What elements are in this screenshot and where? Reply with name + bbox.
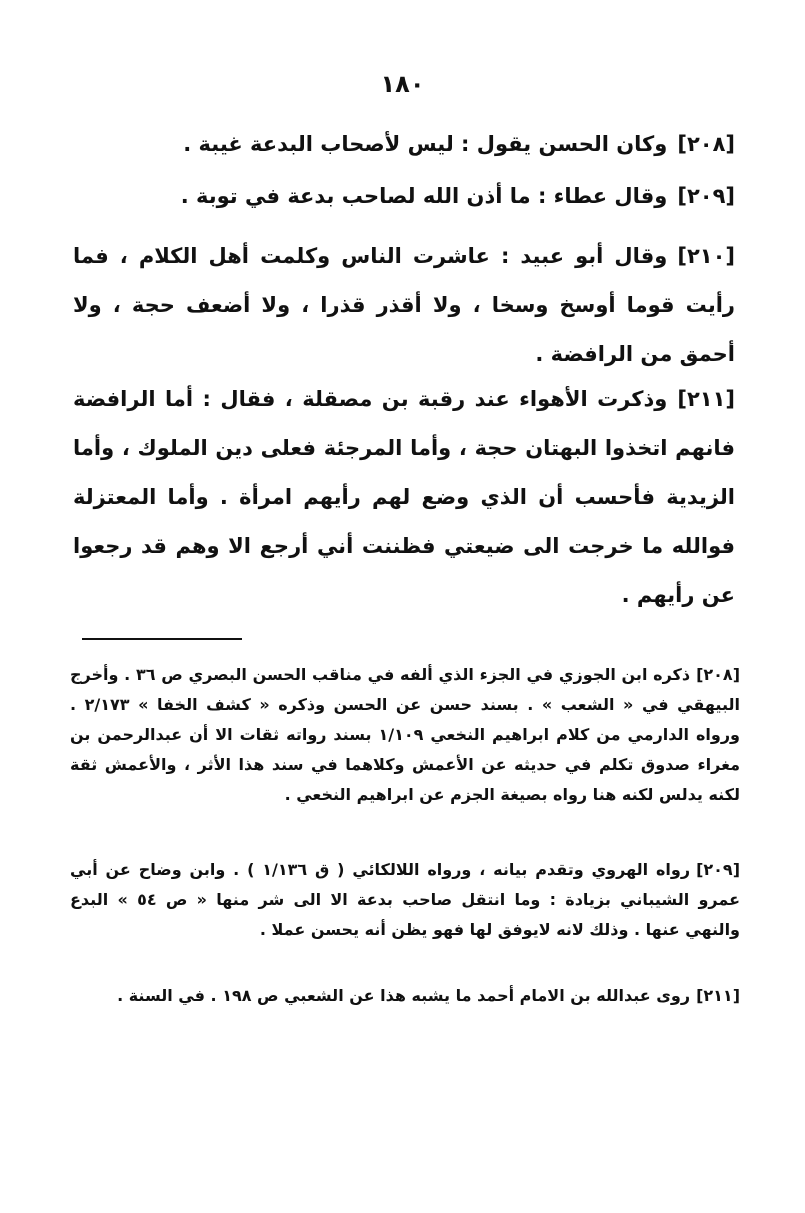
footnote-text: روى عبدالله بن الامام أحمد ما يشبه هذا عن الشعبي ص ١٩٨ . في السنة .: [117, 986, 691, 1005]
entry-text: وكان الحسن يقول : ليس لأصحاب البدعة غيبة .: [183, 132, 668, 156]
entry-text: وقال أبو عبيد : عاشرت الناس وكلمت أهل الكلام ، فما رأيت قوما أوسخ وسخا ، ولا أقذر قذرا ، ولا أضعف حجة ، ولا أحمق من الرافضة .: [73, 244, 735, 366]
footnote-number: [٢٠٨]: [696, 665, 740, 684]
entry-208: [73, 120, 735, 169]
footnote-209: [70, 855, 740, 945]
footnote-208: [70, 660, 740, 810]
entry-text: وقال عطاء : ما أذن الله لصاحب بدعة في توبة .: [180, 184, 668, 208]
entry-211: [73, 375, 735, 620]
entry-text: وذكرت الأهواء عند رقبة بن مصقلة ، فقال : أما الرافضة فانهم اتخذوا البهتان حجة ، وأما المرجئة فعلى دين الملوك ، وأما الزيدية فأحسب أن الذي وضع لهم رأيهم امرأة . وأما المعتزلة فوالله ما خرجت الى ضيعتي فظننت أني أرجع الا وهم قد رجعوا عن رأيهم .: [73, 387, 735, 607]
entry-210: [73, 232, 735, 379]
footnote-number: [٢٠٩]: [696, 860, 740, 879]
page-number: ١٨٠: [380, 70, 425, 98]
entry-209: [73, 172, 735, 221]
entry-number: [٢١٠]: [677, 244, 735, 268]
footnote-number: [٢١١]: [696, 986, 740, 1005]
footnote-text: رواه الهروي وتقدم بيانه ، ورواه اللالكائي ( ق ١/١٣٦ ) . وابن وضاح عن أبي عمرو الشيباني بزيادة : وما انتقل صاحب بدعة الا الى شر منها « ص ٥٤ » البدع والنهي عنها . وذلك لانه لايوفق لها فهو يظن أنه يحسن عملا .: [70, 860, 741, 939]
entry-number: [٢٠٨]: [677, 132, 735, 156]
footnote-divider: [82, 638, 242, 640]
footnote-text: ذكره ابن الجوزي في الجزء الذي ألفه في مناقب الحسن البصري ص ٣٦ . وأخرج البيهقي في « الشعب » . بسند حسن عن الحسن وذكره « كشف الخفا » ٢/١٧٣ . ورواه الدارمي من كلام ابراهيم النخعي ١/١٠٩ بسند رواته ثقات الا أن عبدالرحمن بن مغراء صدوق تكلم في حديثه عن الأعمش وكلاهما في سند هذا الأثر ، والأعمش ثقة لكنه يدلس لكنه هنا رواه بصيغة الجزم عن ابراهيم النخعي .: [70, 665, 740, 804]
footnote-211: [70, 981, 740, 1011]
entry-number: [٢١١]: [677, 387, 735, 411]
entry-number: [٢٠٩]: [677, 184, 735, 208]
